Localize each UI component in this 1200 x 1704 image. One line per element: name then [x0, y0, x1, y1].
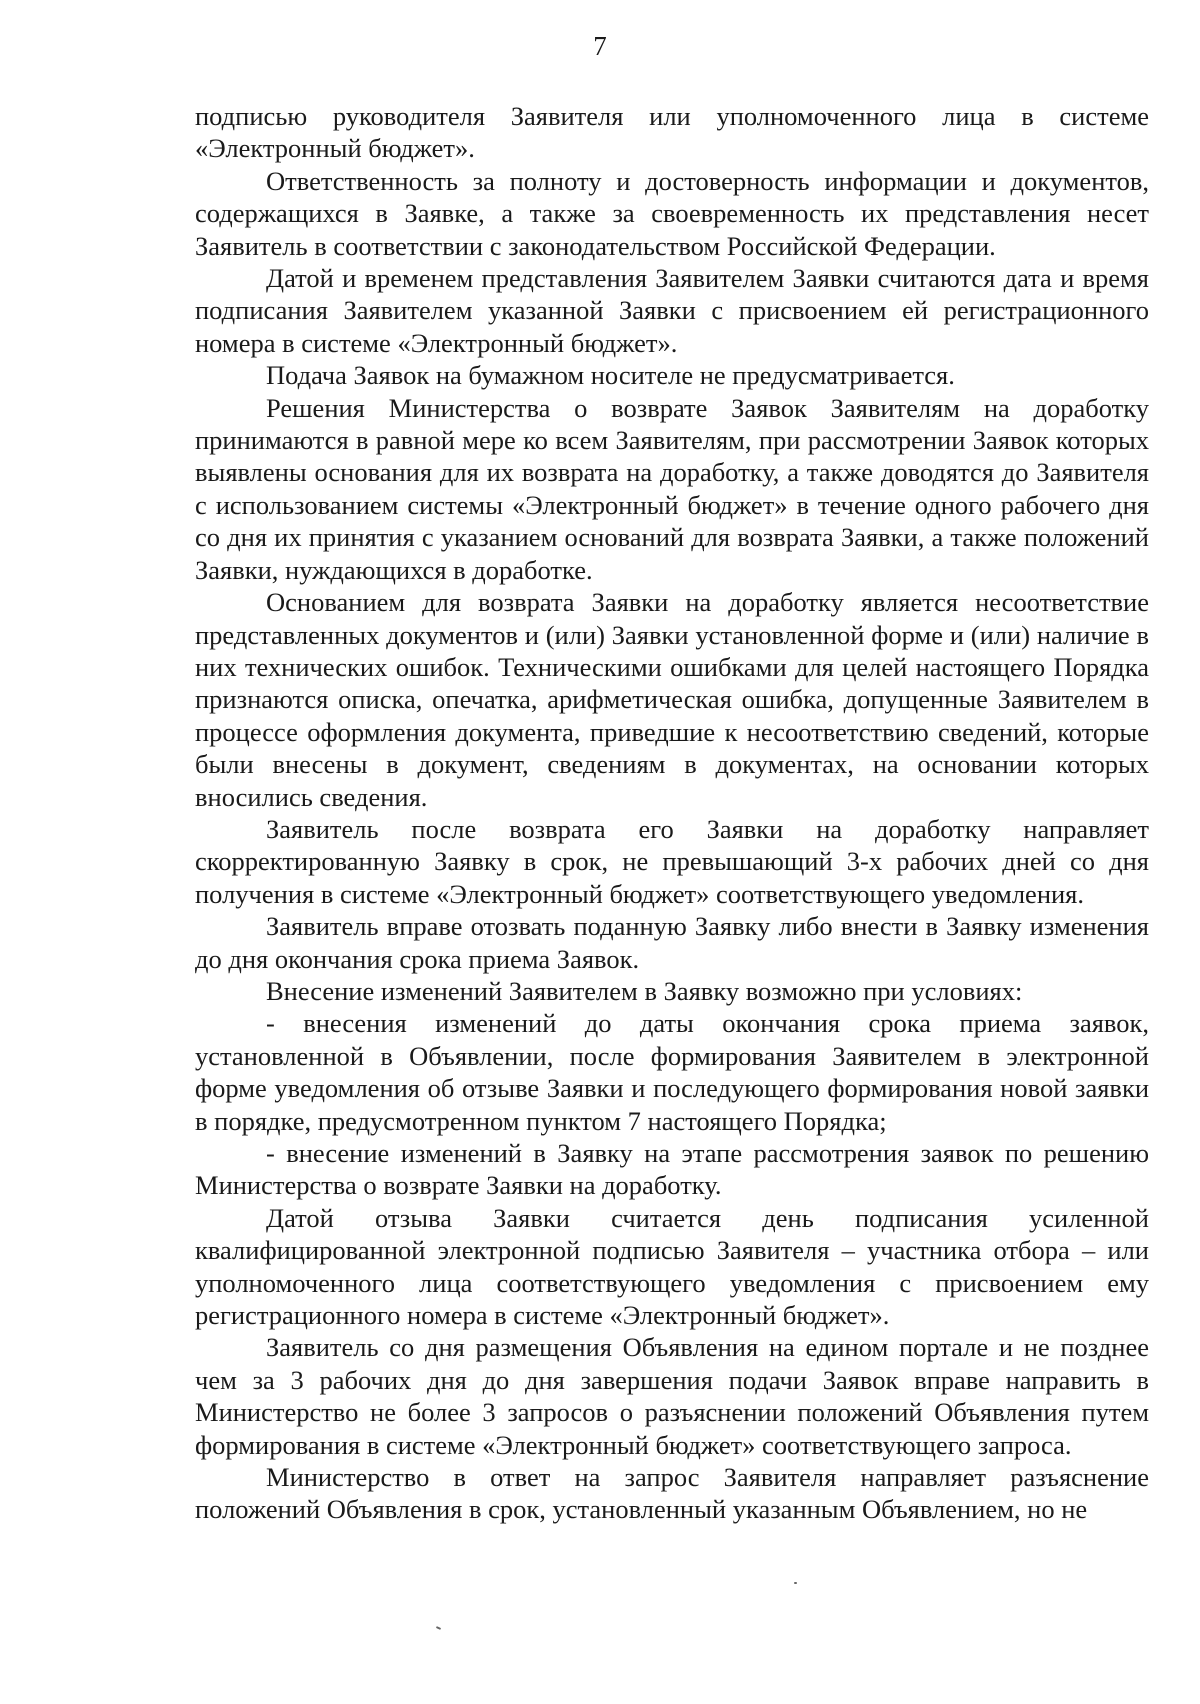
paragraph-clarification-requests: Заявитель со дня размещения Объявления на едином портале и не позднее чем за 3 рабочих дня до дня завершения подачи Заявок вправе направить в Министерство не более 3 запросов о разъяснении положений Объявления путем формирования в системе «Электронный бюджет» соответствующего запроса. [195, 1332, 1149, 1460]
paragraph-return-decisions: Решения Министерства о возврате Заявок Заявителям на доработку принимаются в равной мере ко всем Заявителям, при рассмотрении Заявок которых выявлены основания для их возврата на доработку, а также доводятся до Заявителя с использованием системы «Электронный бюджет» в течение одного рабочего дня со дня их принятия с указанием оснований для возврата Заявки, а также положений Заявки, нуждающихся в доработке. [195, 392, 1149, 585]
paragraph-return-grounds: Основанием для возврата Заявки на доработку является несоответствие представленных документов и (или) Заявки установленной форме и (или) наличие в них технических ошибок. Техническими ошибками для целей настоящего Порядка признаются описка, опечатка, арифметическая ошибка, допущенные Заявителем в процессе оформления документа, приведшие к несоответствию сведений, которые были внесены в документ, сведениям в документах, на основании которых вносились сведения. [195, 587, 1149, 812]
paragraph-submission-date: Датой и временем представления Заявителем Заявки считаются дата и время подписания Заявителем указанной Заявки с присвоением ей регистрационного номера в системе «Электронный бюджет». [195, 263, 1149, 358]
paragraph-withdrawal-date: Датой отзыва Заявки считается день подписания усиленной квалифицированной электронной подписью Заявителя – участника отбора – или уполномоченного лица соответствующего уведомления с присвоением ему регистрационного номера в системе «Электронный бюджет». [195, 1202, 1149, 1331]
scan-speck [436, 1626, 441, 1630]
paragraph-corrected-application: Заявитель после возврата его Заявки на доработку направляет скорректированную Заявку в срок, не превышающий 3-х рабочих дней со дня получения в системе «Электронный бюджет» соответствующего уведомления. [195, 813, 1149, 909]
document-body [195, 100, 1149, 1526]
page-number: 7 [593, 31, 607, 61]
paragraph-change-conditions: Внесение изменений Заявителем в Заявку возможно при условиях: [266, 975, 1023, 1006]
paragraph-paper-submission: Подача Заявок на бумажном носителе не предусматривается. [266, 360, 955, 391]
paragraph-responsibility: Ответственность за полноту и достоверность информации и документов, содержащихся в Заявке, а также за своевременность их представления несет Заявитель в соответствии с законодательством Российской Федерации. [195, 165, 1149, 261]
paragraph-ministry-response: Министерство в ответ на запрос Заявителя направляет разъяснение положений Объявления в срок, установленный указанным Объявлением, но не [195, 1462, 1149, 1525]
scan-speck [794, 1582, 797, 1584]
paragraph-withdrawal-right: Заявитель вправе отозвать поданную Заявку либо внести в Заявку изменения до дня окончания срока приема Заявок. [195, 911, 1149, 974]
list-item-condition-1: - внесения изменений до даты окончания срока приема заявок, установленной в Объявлении, после формирования Заявителем в электронной форме уведомления об отзыве Заявки и последующего формирования новой заявки в порядке, предусмотренном пунктом 7 настоящего Порядка; [195, 1008, 1149, 1136]
paragraph-continuation: подписью руководителя Заявителя или уполномоченного лица в системе «Электронный бюджет». [195, 101, 1149, 164]
list-item-condition-2: - внесение изменений в Заявку на этапе рассмотрения заявок по решению Министерства о возврате Заявки на доработку. [195, 1138, 1149, 1201]
